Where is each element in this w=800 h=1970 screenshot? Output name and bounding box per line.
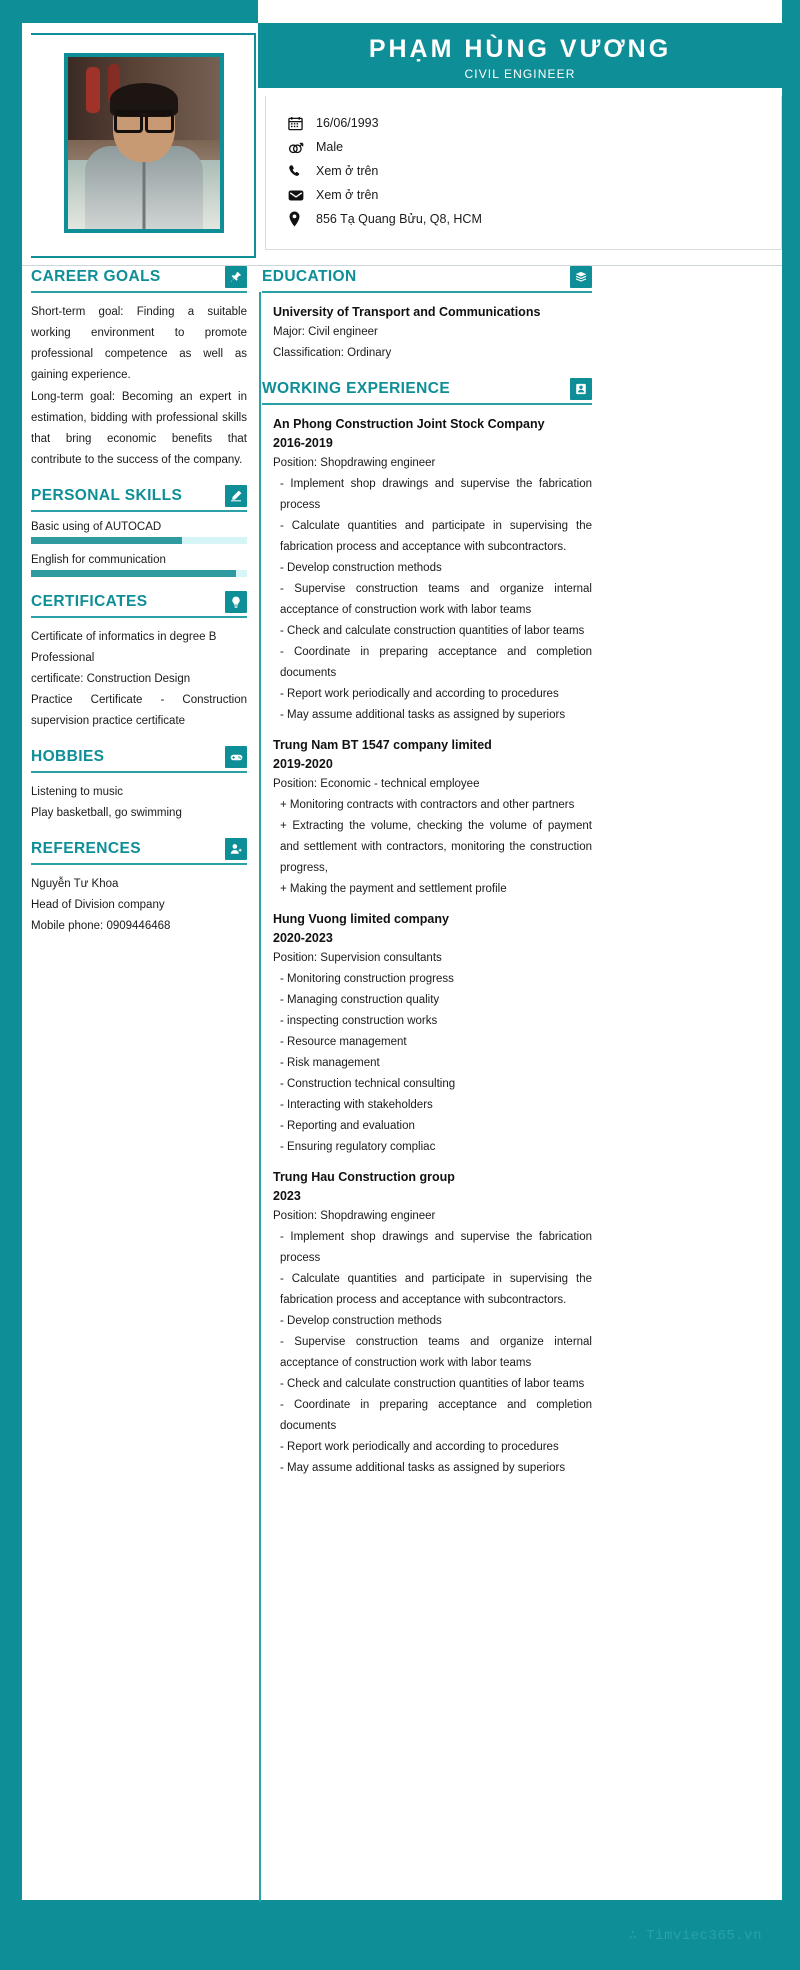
hobby-line: Play basketball, go swimming xyxy=(31,807,182,819)
job-bullet: - inspecting construction works xyxy=(280,1015,438,1027)
section-title: HOBBIES xyxy=(31,748,105,765)
sidebar-section-references xyxy=(31,838,247,937)
section-title: PERSONAL SKILLS xyxy=(31,487,183,504)
skill-item xyxy=(31,554,247,577)
job-bullet: - Reporting and evaluation xyxy=(280,1120,415,1132)
job-bullet: - Report work periodically and according to procedures xyxy=(280,688,559,700)
bulb-icon xyxy=(225,591,247,613)
job-bullet: - Develop construction methods xyxy=(280,1315,442,1327)
section-header xyxy=(262,266,592,293)
gamepad-icon xyxy=(225,746,247,768)
contact-row xyxy=(288,159,781,183)
gender-icon xyxy=(288,139,316,155)
job-position: Position: Shopdrawing engineer xyxy=(273,457,436,469)
skill-item xyxy=(31,521,247,544)
job-bullet: + Monitoring contracts with contractors and other partners xyxy=(280,799,575,811)
section-title: CAREER GOALS xyxy=(31,268,161,285)
reference-line: Mobile phone: 0909446468 xyxy=(31,920,171,932)
education-line: Classification: Ordinary xyxy=(273,347,392,359)
contact-card xyxy=(265,96,782,250)
contact-row xyxy=(288,183,781,207)
section-title: WORKING EXPERIENCE xyxy=(262,380,451,397)
section-header xyxy=(31,746,247,773)
books-icon xyxy=(570,266,592,288)
header-role: CIVIL ENGINEER xyxy=(464,67,576,81)
job-bullet: - Develop construction methods xyxy=(280,562,442,574)
email-icon xyxy=(288,189,316,202)
job-years: 2023 xyxy=(273,1189,301,1203)
job-bullet: - Implement shop drawings and supervise the fabrication process xyxy=(280,1231,592,1264)
section-header xyxy=(31,591,247,618)
job-bullet: - Supervise construction teams and organize internal acceptance of construction work with labor teams xyxy=(280,583,592,616)
header-banner xyxy=(258,23,782,88)
job-bullets xyxy=(273,795,592,900)
calendar-icon xyxy=(288,116,316,131)
career-goal-paragraph: Long-term goal: Becoming an expert in estimation, bidding with professional skills that bring economic benefits that contribute to the success of the company. xyxy=(31,391,247,466)
sidebar-section-certificates xyxy=(31,591,247,732)
section-header xyxy=(262,378,592,405)
job-years: 2019-2020 xyxy=(273,757,333,771)
career-goal-paragraph: Short-term goal: Finding a suitable working environment to promote professional competence as well as gaining experience. xyxy=(31,306,247,381)
phone-value: Xem ở trên xyxy=(316,164,379,178)
job-bullets xyxy=(273,1227,592,1479)
section-header xyxy=(31,838,247,865)
section-title: EDUCATION xyxy=(262,268,357,285)
section-header xyxy=(31,266,247,293)
decor-top-block xyxy=(0,0,258,23)
watermark: ∴ Timviec365.vn xyxy=(628,1928,762,1944)
skill-label: Basic using of AUTOCAD xyxy=(31,521,162,533)
section-title: REFERENCES xyxy=(31,840,141,857)
pin-icon xyxy=(225,266,247,288)
avatar xyxy=(64,53,224,233)
job-bullet: - Calculate quantities and participate in supervising the fabrication process and acceptance with subcontractors. xyxy=(280,520,592,553)
skill-fill xyxy=(31,570,236,577)
school-name: University of Transport and Communications xyxy=(273,305,541,319)
job-bullet: - Check and calculate construction quantities of labor teams xyxy=(280,625,585,637)
job-years: 2016-2019 xyxy=(273,436,333,450)
job-bullet: - Managing construction quality xyxy=(280,994,440,1006)
location-icon xyxy=(288,211,316,227)
skill-fill xyxy=(31,537,182,544)
job-company: Trung Hau Construction group xyxy=(273,1170,455,1184)
section-title: CERTIFICATES xyxy=(31,593,148,610)
job-years: 2020-2023 xyxy=(273,931,333,945)
avatar-image xyxy=(68,57,220,229)
gender-value: Male xyxy=(316,140,344,154)
decor-right-bar xyxy=(782,0,800,1028)
job-bullet: - Monitoring construction progress xyxy=(280,973,454,985)
section-education xyxy=(262,266,592,364)
birthdate-value: 16/06/1993 xyxy=(316,116,379,130)
education-entry xyxy=(262,303,592,364)
section-working-experience xyxy=(262,378,592,1479)
job-bullet: - Ensuring regulatory compliac xyxy=(280,1141,436,1153)
job-bullet: - Coordinate in preparing acceptance and completion documents xyxy=(280,646,592,679)
job-bullets xyxy=(273,474,592,726)
education-line: Major: Civil engineer xyxy=(273,326,378,338)
job-bullet: - Risk management xyxy=(280,1057,380,1069)
job-bullet: - Supervise construction teams and organize internal acceptance of construction work with labor teams xyxy=(280,1336,592,1369)
job-bullet: - Resource management xyxy=(280,1036,407,1048)
job-bullet: - Check and calculate construction quantities of labor teams xyxy=(280,1378,585,1390)
job-entry xyxy=(262,415,592,726)
job-company: An Phong Construction Joint Stock Company xyxy=(273,417,545,431)
job-position: Position: Shopdrawing engineer xyxy=(273,1210,436,1222)
decor-bottom-right-bar xyxy=(782,1028,800,1970)
badge-icon xyxy=(570,378,592,400)
job-bullet: - Implement shop drawings and supervise the fabrication process xyxy=(280,478,592,511)
hobby-line: Listening to music xyxy=(31,786,124,798)
career-goals-body xyxy=(31,302,247,471)
job-bullet: + Extracting the volume, checking the volume of payment and settlement with contractors, monitoring the construction progress, xyxy=(280,820,592,874)
job-entry xyxy=(262,1168,592,1479)
reference-line: Nguyễn Tư Khoa xyxy=(31,878,119,890)
job-bullet: - Coordinate in preparing acceptance and completion documents xyxy=(280,1399,592,1432)
certificate-line: Practice Certificate - Construction supervision practice certificate xyxy=(31,694,247,727)
skill-label: English for communication xyxy=(31,554,166,566)
contact-row xyxy=(288,135,781,159)
pencil-icon xyxy=(225,485,247,507)
job-entry xyxy=(262,736,592,900)
skill-track xyxy=(31,570,247,577)
job-position: Position: Supervision consultants xyxy=(273,952,442,964)
job-bullet: - May assume additional tasks as assigned by superiors xyxy=(280,709,566,721)
job-bullet: - Report work periodically and according to procedures xyxy=(280,1441,559,1453)
job-bullet: - May assume additional tasks as assigned by superiors xyxy=(280,1462,566,1474)
job-bullet: + Making the payment and settlement profile xyxy=(280,883,507,895)
job-position: Position: Economic - technical employee xyxy=(273,778,480,790)
page-title: PHẠM HÙNG VƯƠNG xyxy=(368,35,672,63)
job-bullets xyxy=(273,969,592,1158)
certificate-line: certificate: Construction Design xyxy=(31,673,191,685)
sidebar-section-career-goals xyxy=(31,266,247,471)
job-entry xyxy=(262,910,592,1158)
contact-row xyxy=(288,111,781,135)
sidebar-section-personal-skills xyxy=(31,485,247,577)
main-content xyxy=(262,266,592,1489)
decor-left-bar xyxy=(0,0,22,1970)
certificate-line: Professional xyxy=(31,652,95,664)
sidebar-section-hobbies xyxy=(31,746,247,824)
sidebar xyxy=(31,266,247,945)
section-header xyxy=(31,485,247,512)
email-value: Xem ở trên xyxy=(316,188,379,202)
contact-list xyxy=(266,96,781,231)
phone-icon xyxy=(288,164,316,178)
reference-line: Head of Division company xyxy=(31,899,165,911)
job-company: Hung Vuong limited company xyxy=(273,912,449,926)
job-bullet: - Calculate quantities and participate in supervising the fabrication process and acceptance with subcontractors. xyxy=(280,1273,592,1306)
certificate-line: Certificate of informatics in degree B xyxy=(31,631,217,643)
user-add-icon xyxy=(225,838,247,860)
address-value: 856 Tạ Quang Bửu, Q8, HCM xyxy=(316,212,482,226)
job-company: Trung Nam BT 1547 company limited xyxy=(273,738,492,752)
job-bullet: - Interacting with stakeholders xyxy=(280,1099,433,1111)
skill-track xyxy=(31,537,247,544)
main-column-rule xyxy=(259,292,261,1902)
job-bullet: - Construction technical consulting xyxy=(280,1078,456,1090)
contact-row xyxy=(288,207,781,231)
